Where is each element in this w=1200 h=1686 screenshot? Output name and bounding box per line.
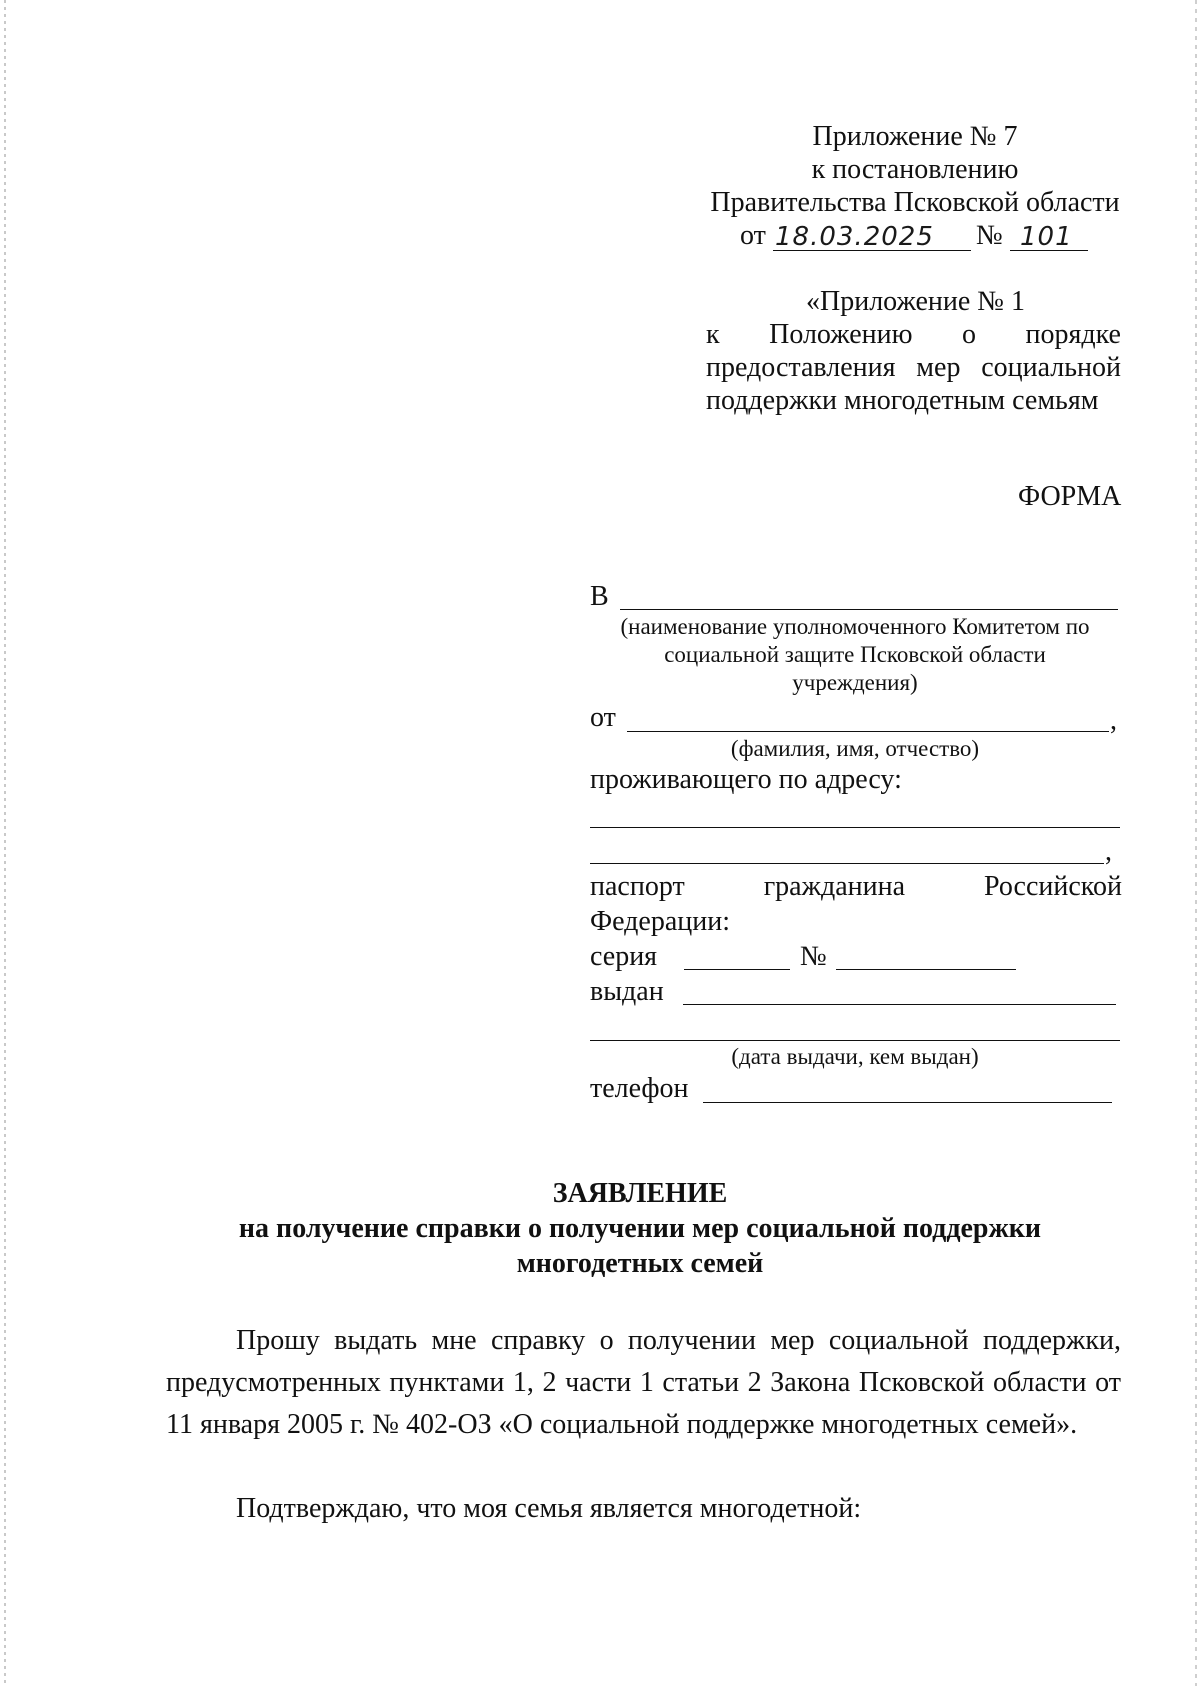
body-paragraph-1: Прошу выдать мне справку о получении мер социальной поддержки, предусмотренных пунктами 1, 2 части 1 статьи 2 Закона Псковской области от 11 января 2005 г. № 402-ОЗ «О социальной поддержке многодетных семей». bbox=[166, 1325, 1121, 1440]
subheader-line1 bbox=[706, 318, 1121, 352]
passport-word-1: паспорт bbox=[590, 871, 685, 902]
statement-title: ЗАЯВЛЕНИЕ bbox=[552, 1178, 728, 1209]
passport-word-3: Российской bbox=[983, 871, 1122, 902]
from-underline bbox=[627, 731, 1109, 732]
scan-edge-right bbox=[1195, 0, 1197, 1686]
passport-number-label: № bbox=[800, 941, 827, 972]
subheader-word-k: к bbox=[706, 319, 720, 350]
header-date-prefix: от bbox=[740, 220, 766, 251]
header-government: Правительства Псковской области bbox=[710, 187, 1120, 218]
passport-number-underline bbox=[836, 969, 1016, 970]
phone-underline bbox=[703, 1102, 1112, 1103]
subheader-word-poryadke: порядке bbox=[1025, 319, 1121, 350]
to-prefix: В bbox=[590, 581, 609, 612]
address-comma: , bbox=[1105, 836, 1112, 867]
scan-edge-left bbox=[4, 0, 6, 1686]
issued-caption: (дата выдачи, кем выдан) bbox=[731, 1044, 979, 1069]
series-underline bbox=[684, 969, 790, 970]
to-caption-1: (наименование уполномоченного Комитетом по bbox=[620, 614, 1090, 639]
passport-line-2: Федерации: bbox=[590, 906, 731, 937]
subheader-line3: поддержки многодетным семьям bbox=[706, 385, 1099, 416]
address-label: проживающего по адресу: bbox=[590, 764, 902, 795]
series-label: серия bbox=[590, 941, 658, 972]
subheader-word-o: о bbox=[962, 319, 977, 350]
statement-subtitle-2: многодетных семей bbox=[516, 1248, 764, 1279]
to-underline bbox=[620, 609, 1118, 610]
subheader-appendix: «Приложение № 1 bbox=[806, 286, 1025, 317]
issued-underline-2 bbox=[590, 1040, 1120, 1041]
header-date-value: 18.03.2025 bbox=[775, 222, 934, 252]
from-prefix: от bbox=[590, 702, 616, 733]
phone-label: телефон bbox=[590, 1073, 689, 1104]
address-underline-1 bbox=[590, 827, 1120, 828]
issued-label: выдан bbox=[590, 976, 664, 1007]
to-caption-3: учреждения) bbox=[792, 670, 918, 695]
address-underline-2 bbox=[590, 863, 1104, 864]
passport-line bbox=[590, 870, 1122, 904]
from-comma: , bbox=[1110, 705, 1117, 736]
body-paragraph-2: Подтверждаю, что моя семья является многодетной: bbox=[236, 1493, 862, 1524]
form-label: ФОРМА bbox=[1018, 481, 1122, 512]
header-number-sign: № bbox=[976, 220, 1003, 251]
issued-underline-1 bbox=[683, 1004, 1116, 1005]
header-number-value: 101 bbox=[1020, 222, 1073, 252]
header-to-resolution: к постановлению bbox=[811, 154, 1019, 185]
to-caption-2: социальной защите Псковской области bbox=[664, 642, 1046, 667]
passport-word-2: гражданина bbox=[763, 871, 905, 902]
subheader-line2: предоставления мер социальной bbox=[706, 352, 1121, 383]
header-appendix: Приложение № 7 bbox=[812, 121, 1018, 152]
from-caption: (фамилия, имя, отчество) bbox=[730, 736, 980, 761]
statement-subtitle-1: на получение справки о получении мер социальной поддержки bbox=[238, 1213, 1042, 1244]
subheader-word-polozheniyu: Положению bbox=[769, 319, 913, 350]
